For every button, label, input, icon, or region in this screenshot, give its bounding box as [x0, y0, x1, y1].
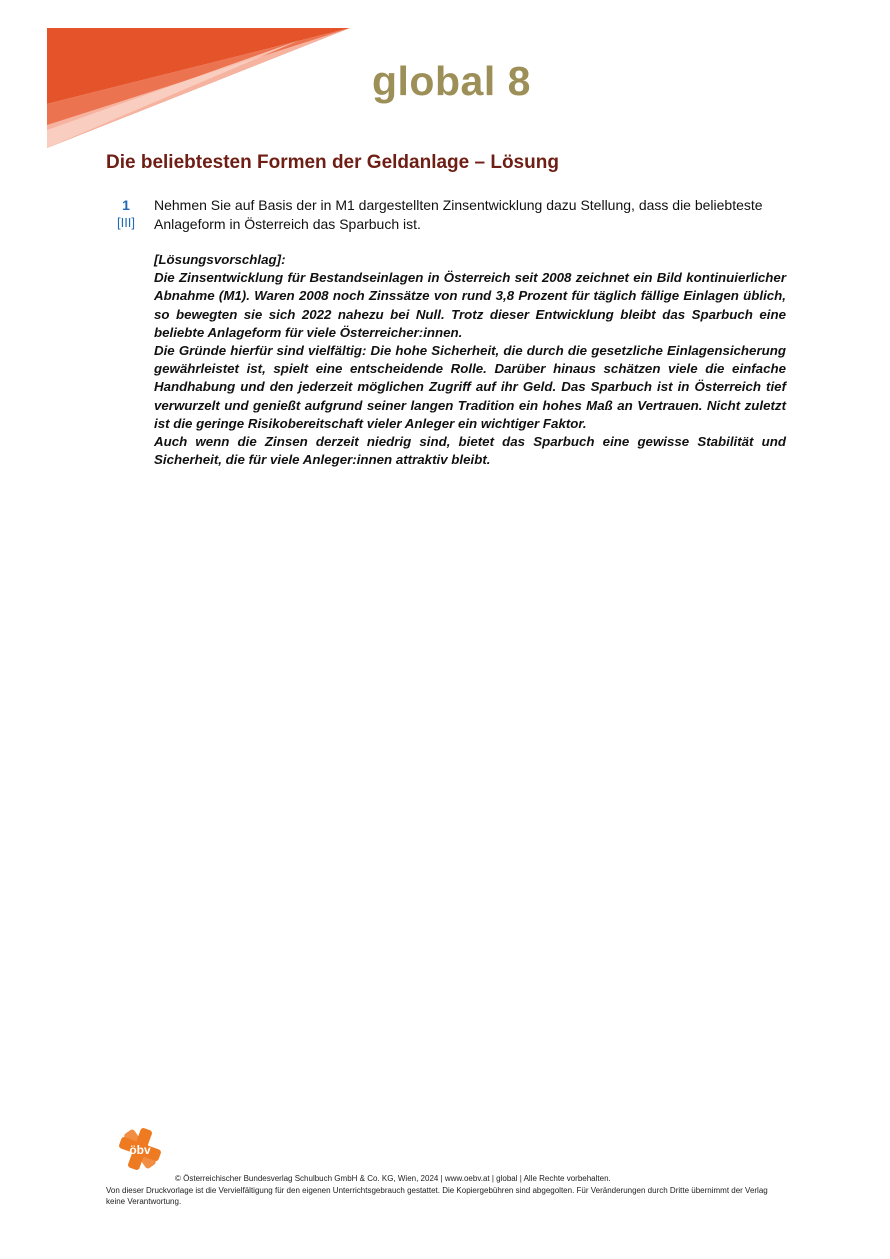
task-level-badge: [III]: [116, 215, 136, 230]
footer-copyright: © Österreichischer Bundesverlag Schulbuch GmbH & Co. KG, Wien, 2024 | www.oebv.at | global | Alle Rechte vorbehalten.: [175, 1174, 611, 1183]
solution-paragraph: Die Zinsentwicklung für Bestandseinlagen in Österreich seit 2008 zeichnet ein Bild kontinuierlicher Abnahme (M1). Waren 2008 noch Zinssätze von rund 3,8 Prozent für täglich fällige Einlagen üblich, so bewegten sie sich 2022 nahezu bei Null. Trotz dieser Entwicklung bleibt das Sparbuch eine beliebte Anlageform für viele Österreicher:innen.: [154, 270, 786, 340]
brand-title: global 8: [372, 58, 531, 104]
page-title: Die beliebtesten Formen der Geldanlage – Lösung: [106, 152, 559, 173]
solution-paragraph: Auch wenn die Zinsen derzeit niedrig sind, bietet das Sparbuch eine gewisse Stabilität und Sicherheit, die für viele Anleger:innen attraktiv bleibt.: [154, 434, 786, 468]
logo-text: öbv: [129, 1143, 151, 1157]
solution-block: [154, 251, 786, 469]
task-number: 1: [122, 197, 130, 213]
task-prompt: Nehmen Sie auf Basis der in M1 dargestellten Zinsentwicklung dazu Stellung, dass die beliebteste Anlageform in Österreich das Sparbuch ist.: [154, 197, 763, 232]
publisher-logo: [117, 1126, 163, 1172]
solution-paragraph: Die Gründe hierfür sind vielfältig: Die hohe Sicherheit, die durch die gesetzliche Einlagensicherung gewährleistet ist, spielt eine entscheidende Rolle. Darüber hinaus schätzen viele die einfache Handhabung und den jederzeit möglichen Zugriff auf ihr Geld. Das Sparbuch ist in Österreich tief verwurzelt und genießt aufgrund seiner langen Tradition ein hohes Maß an Vertrauen. Nicht zuletzt ist die geringe Risikobereitschaft vieler Anleger ein wichtiger Faktor.: [154, 343, 786, 431]
header-banner-graphic: [0, 0, 360, 160]
footer-notice: Von dieser Druckvorlage ist die Vervielfältigung für den eigenen Unterrichtsgebrauch gestattet. Die Kopiergebühren sind abgegolten. Für Veränderungen durch Dritte übernimmt der Verlag keine Verantwortung.: [106, 1186, 768, 1206]
solution-label: [Lösungsvorschlag]:: [154, 252, 286, 267]
